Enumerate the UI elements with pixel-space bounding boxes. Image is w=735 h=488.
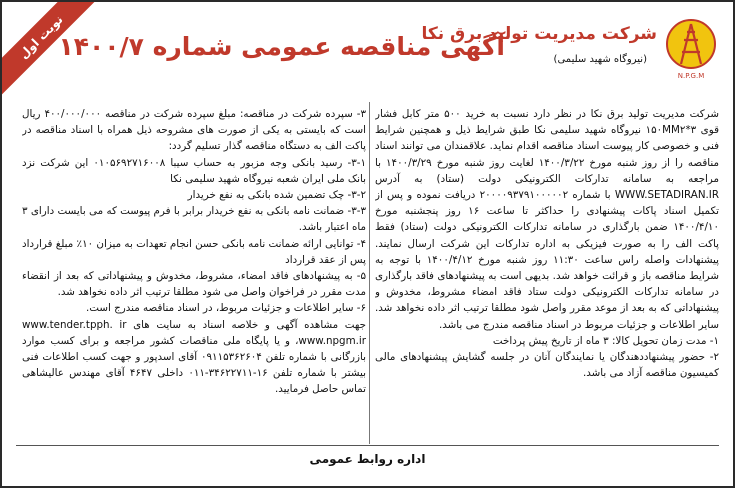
- company-name: شرکت مدیریت تولید برق نکا: [421, 24, 657, 44]
- condition-item-3-1: ۳-۱- رسید بانکی وجه مزبور به حساب سیبا ۰۱۰۵۶۹۲۷۱۶۰۰۸ این شرکت نزد بانک ملی ایران شعبه نیروگاه شهید سلیمی نکا: [22, 156, 366, 185]
- logo-letters: N.P.G.M: [677, 72, 705, 80]
- footer-divider: [16, 445, 719, 446]
- condition-item-2: ۲- حضور پیشنهاددهندگان یا نمایندگان آنان در جلسه گشایش پیشنهادهای مالی کمیسیون مناقصه آزاد می باشد.: [375, 351, 719, 380]
- condition-item-5: ۵- به پیشنهادهای فاقد امضاء، مشروط، مخدوش و پیشنهاداتی که بعد از انقضاء مدت مقرر در فراخوان واصل می شود مطلقا ترتیب اثر داده نخواهد شد.: [22, 270, 366, 299]
- condition-item-3: ۳- سپرده شرکت در مناقصه: مبلغ سپرده شرکت در مناقصه ۴۰۰/۰۰۰/۰۰۰ ریال است که بایستی به یکی از صورت های مشروحه ذیل همراه با اسناد مناقصه در پاکت الف به دستگاه مناقصه گذار تسلیم گردد:: [22, 108, 366, 153]
- intro-paragraph: شرکت مدیریت تولید برق نکا در نظر دارد نسبت به خرید ۵۰۰ متر کابل فشار قوی ۱۵۰MM۲*۳ نیروگاه شهید سلیمی نکا طبق شرایط ذیل و همچنین شرایط فنی و خصوصی کار پیوست اسناد مناقصه اقدام نماید. علاقمندان می توانند اسناد مناقصه را از روز شنبه مورخ ۱۴۰۰/۳/۲۲ لغایت روز شنبه مورخ ۱۴۰۰/۳/۲۹ با مراجعه به سامانه تدارکات الکترونیکی دولت (ستاد) به آدرس WWW.SETADIRAN.IR با شماره ۲۰۰۰۰۹۳۷۹۱۰۰۰۰۰۲ دریافت نموده و پس از تکمیل اسناد پاکات پیشنهادی را حداکثر تا ساعت ۱۶ روز پنجشنبه مورخ ۱۴۰۰/۴/۱۰ ضمن بارگذاری در سامانه تدارکات الکترونیکی دولت (ستاد) فقط پاکت الف را به صورت فیزیکی به اداره تدارکات این شرکت ارسال نمایند. پیشنهادات واصله راس ساعت ۱۱:۳۰ روز شنبه مورخ ۱۴۰۰/۴/۱۲ با توجه به شرایط مناقصه باز و قرائت خواهد شد. بدیهی است به پیشنهادهای فاقد بارگذاری در سامانه تدارکات الکترونیکی دولت ستاد فاقد امضاء مشروط، مخدوش و پیشنهاداتی که به بعد از موعد مقرر واصل شود مطلقا ترتیب اثر داده نخواهد شد. سایر اطلاعات و جزئیات مربوط در اسناد مناقصه مندرج می باشد.: [375, 108, 719, 331]
- column-divider: [369, 102, 370, 444]
- condition-item-1: ۱- مدت زمان تحویل کالا: ۳ ماه از تاریخ پیش پرداخت: [492, 334, 719, 347]
- left-text-column: [22, 106, 366, 442]
- public-relations-footer: اداره روابط عمومی: [309, 452, 426, 466]
- condition-item-3-3: ۳-۳- ضمانت نامه بانکی به نفع خریدار برابر با فرم پیوست که می بایست دارای ۳ ماه اعتبار باشد.: [22, 205, 366, 234]
- first-publication-badge: نوبت اول: [0, 0, 103, 99]
- contact-paragraph: جهت مشاهده آگهی و خلاصه اسناد به سایت های www.tender.tpph. ir ،www.npgm.ir و یا پایگاه ملی مناقصات کشور مراجعه و برای کسب موارد بازرگانی با شماره تلفن ۰۹۱۱۵۳۶۲۶۰۴ آقای اسدپور و جهت کسب اطلاعات فنی بیشتر با شماره تلفن ۱۶-۳۴۶۲۲۷۱۱-۰۱۱ داخلی ۴۶۴۷ آقای مهندس عالیشاهی تماس حاصل فرمایید.: [22, 318, 366, 396]
- condition-item-3-2: ۳-۲- چک تضمین شده بانکی به نفع خریدار: [187, 189, 366, 202]
- condition-item-4: ۴- توانایی ارائه ضمانت نامه بانکی حسن انجام تعهدات به میزان ۱۰٪ مبلغ قرارداد پس از عقد قرارداد: [22, 237, 366, 266]
- company-logo-block: [421, 14, 719, 86]
- power-tower-logo-icon: [663, 18, 719, 80]
- condition-item-6: ۶- سایر اطلاعات و جزئیات مربوط، در اسناد مناقصه مندرج است.: [85, 302, 366, 315]
- company-subtitle: (نیروگاه شهید سلیمی): [553, 54, 647, 65]
- tender-title: آگهی مناقصه عمومی شماره ۱۴۰۰/۷: [58, 32, 505, 61]
- right-text-column: [375, 106, 719, 442]
